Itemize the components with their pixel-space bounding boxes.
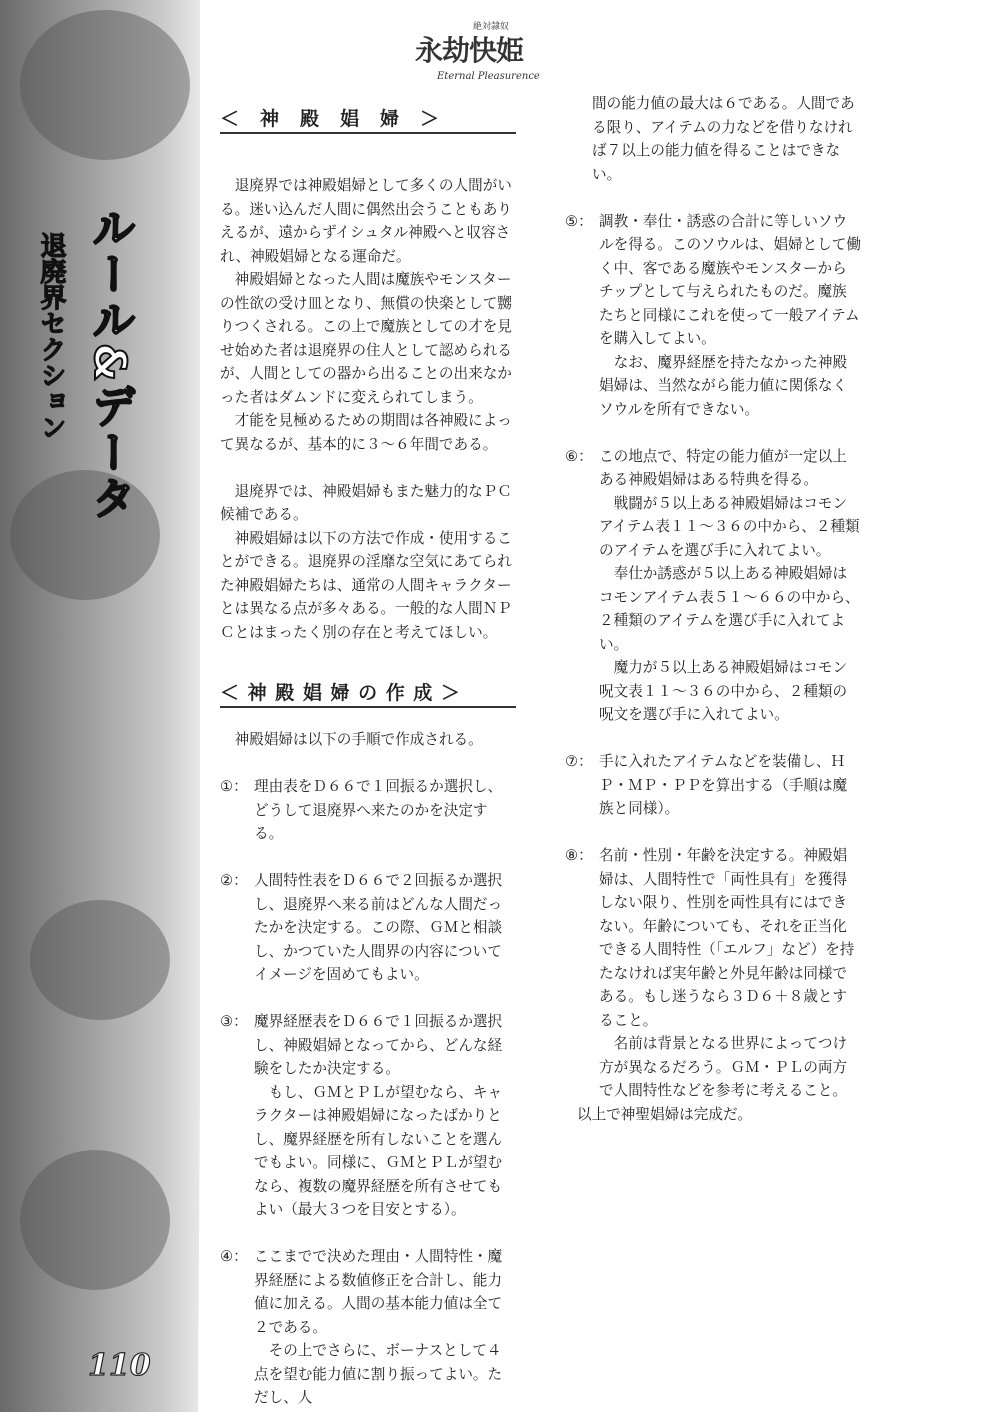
intro-section (220, 174, 516, 456)
paragraph: 退廃界では、神殿娼婦もまた魅力的なＰＣ候補である。 (220, 482, 512, 523)
paragraph: 才能を見極めるための期間は各神殿によって異なるが、基本的に３～６年間である。 (220, 412, 512, 453)
step-item (220, 1010, 516, 1222)
step-marker: ⑧： (565, 847, 593, 864)
step-marker: ⑤： (565, 212, 593, 230)
step-paragraph: 戦闘が５以上ある神殿娼婦はコモンアイテム表１１～３６の中から、２種類のアイテムを選び手に入れてよい。 (599, 494, 860, 559)
step-item (565, 750, 861, 821)
step-paragraph: 名前は背景となる世界によってつけ方が異なるだろう。ＧＭ・ＰＬの両方で人間特性などを参考に考えること。 (599, 1035, 848, 1099)
step-paragraph: ここまでで決めた理由・人間特性・魔界経歴による数値修正を合計し、能力値に加える。人間の基本能力値は全て２である。 (254, 1248, 503, 1336)
logo-title: 永劫快姫 (415, 34, 524, 67)
steps-list (220, 775, 516, 1410)
step-marker: ①： (220, 778, 248, 795)
step-paragraph: もし、ＧＭとＰＬが望むなら、キャラクターは神殿娼婦になったばかりとし、魔界経歴を所有しないことを選んでもよい。同様に、ＧＭとＰＬが望むなら、複数の魔界経歴を所有させてもよい（最大３つを目安とする）。 (254, 1083, 503, 1218)
step-marker: ⑦： (565, 753, 593, 770)
paragraph: 神殿娼婦となった人間は魔族やモンスターの性欲の受け皿となり、無償の快楽として嬲りつくされる。この上で魔族としての才を見せ始めた者は退廃界の住人として認められるが、人間としての器から出ることの出来なかった者はダムンドに変えられてしまう。 (220, 271, 512, 406)
paragraph: 神殿娼婦は以下の方法で作成・使用することができる。退廃界の淫靡な空気にあてられた神殿娼婦たちは、通常の人間キャラクターとは異なる点が多々ある。一般的な人間ＮＰＣとはまったく別の存在と考えてほしい。 (220, 529, 512, 641)
step-paragraph: なお、魔界経歴を持たなかった神殿娼婦は、当然ながら能力値に関係なくソウルを所有できない。 (599, 353, 848, 418)
heading-creation: ＜ 神 殿 娼 婦 の 作 成 ＞ (220, 680, 516, 708)
page-number: 110 (88, 1348, 151, 1383)
step-marker: ⑥： (565, 447, 593, 465)
step-paragraph: 魔力が５以上ある神殿娼婦はコモン呪文表１１～３６の中から、２種類の呪文を選び手に入れてよい。 (599, 659, 848, 723)
left-column (220, 106, 516, 1410)
closing-text: 以上で神聖娼婦は完成だ。 (577, 1105, 753, 1123)
step-paragraph: 奉仕か誘惑が５以上ある神殿娼婦はコモンアイテム表５１～６６の中から、２種類のアイテムを選び手に入れてよい。 (599, 565, 860, 653)
step-paragraph: 手に入れたアイテムなどを装備し、ＨＰ・ＭＰ・ＰＰを算出する（手順は魔族と同様）。 (599, 753, 848, 817)
paragraph: 退廃界では神殿娼婦として多くの人間がいる。迷い込んだ人間に偶然出会うこともありえるが、遠からずイシュタル神殿へと収容され、神殿娼婦となる運命だ。 (220, 177, 512, 265)
logo-subtitle: Eternal Pleasurence (437, 71, 540, 82)
step-item (565, 210, 861, 422)
steps-intro: 神殿娼婦は以下の手順で作成される。 (234, 731, 483, 748)
step-item (220, 1245, 516, 1410)
section-title: ルール&データ (84, 205, 135, 522)
step-paragraph: 理由表をＤ６６で１回振るか選択し、どうして退廃界へ来たのかを決定する。 (254, 778, 503, 842)
step-item (565, 844, 861, 1103)
section-subtitle: 退廃界セクション (36, 232, 66, 440)
step-marker: ③： (220, 1013, 248, 1030)
continuation-text: 間の能力値の最大は６である。人間である限り、アイテムの力などを借りなければ７以上の能力値を得ることはできない。 (592, 95, 855, 183)
heading-temple-prostitute: ＜ 神 殿 娼 婦 ＞ (220, 106, 516, 134)
step-paragraph: この地点で、特定の能力値が一定以上ある神殿娼婦はある特典を得る。 (599, 447, 847, 488)
step-paragraph: 名前・性別・年齢を決定する。神殿娼婦は、人間特性で「両性具有」を獲得しない限り、性別を両性具有にはできない。年齢についても、それを正当化できる人間特性（「エルフ」など）を持たなければ実年齢と外見年齢は同様である。もし迷うなら３Ｄ６＋８歳とすること。 (599, 847, 855, 1029)
step-paragraph: 調教・奉仕・誘惑の合計に等しいソウルを得る。このソウルは、娼婦として働く中、客である魔族やモンスターからチップとして与えられたものだ。魔族たちと同様にこれを使って一般アイテムを購入してよい。 (599, 212, 861, 347)
step-paragraph: 人間特性表をＤ６６で２回振るか選択し、退廃界へ来る前はどんな人間だったかを決定する。この際、ＧＭと相談し、かつていた人間界の内容についてイメージを固めてもよい。 (254, 872, 503, 983)
step-paragraph: 魔界経歴表をＤ６６で１回振るか選択し、神殿娼婦となってから、どんな経験をしたか決定する。 (254, 1013, 503, 1077)
step-item (220, 869, 516, 987)
right-column (565, 92, 861, 1126)
pc-section (220, 480, 516, 645)
step-marker: ②： (220, 872, 248, 889)
book-logo (415, 22, 585, 88)
step-item (220, 775, 516, 846)
step-marker: ④： (220, 1248, 248, 1265)
step-paragraph: その上でさらに、ボーナスとして４点を望む能力値に割り振ってよい。ただし、人 (254, 1342, 503, 1406)
steps-list-continued (565, 210, 861, 1103)
logo-top-text: 絶対隷奴 (473, 22, 510, 32)
step-item (565, 445, 861, 727)
